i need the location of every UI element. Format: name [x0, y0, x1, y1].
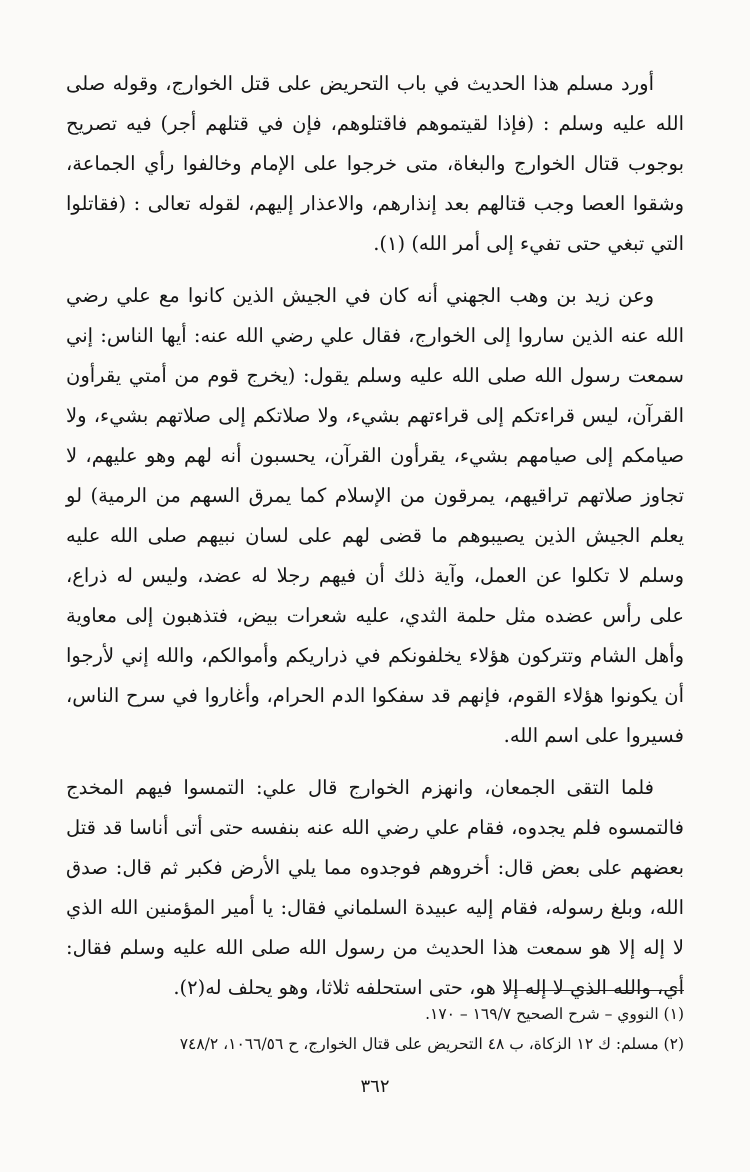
page-number: ٣٦٢ [360, 1076, 390, 1097]
footnote-separator [504, 990, 684, 991]
footnotes [66, 990, 684, 1059]
main-text [66, 64, 684, 1008]
paragraph-1: أورد مسلم هذا الحديث في باب التحريض على قتل الخوارج، وقوله صلى الله عليه وسلم : (فإذا لقيتموهم فاقتلوهم، فإن في قتلهم أجر) فيه تصريح بوجوب قتال الخوارج والبغاة، متى خرجوا على الإمام وخالفوا رأي الجماعة، وشقوا العصا وجب قتالهم بعد إنذارهم، والاعذار إليهم، لقوله تعالى : (فقاتلوا التي تبغي حتى تفيء إلى أمر الله) (١). [66, 72, 684, 255]
paragraph-3: فلما التقى الجمعان، وانهزم الخوارج قال علي: التمسوا فيهم المخدج فالتمسوه فلم يجدوه، فقام علي رضي الله عنه بنفسه حتى أتى أناسا قد قتل بعضهم على بعض قال: أخروهم فوجدوه مما يلي الأرض فكبر ثم قال: صدق الله، وبلغ رسوله، فقام إليه عبيدة السلماني فقال: يا أمير المؤمنين الله الذي لا إله إلا هو سمعت هذا الحديث من رسول الله صلى الله عليه وسلم فقال: أي، والله الذي لا إله إلا هو، حتى استحلفه ثلاثا، وهو يحلف له(٢). [66, 776, 684, 999]
paragraph-2: وعن زيد بن وهب الجهني أنه كان في الجيش الذين كانوا مع علي رضي الله عنه الذين ساروا إلى الخوارج، فقال علي رضي الله عنه: أيها الناس: إني سمعت رسول الله صلى الله عليه وسلم يقول: (يخرج قوم من أمتي يقرأون القرآن، ليس قراءتكم إلى قراءتهم بشيء، ولا صلاتكم إلى صلاتهم بشيء، ولا صيامكم إلى صيامهم بشيء، يقرأون القرآن، يحسبون أنه لهم وهو عليهم، لا تجاوز صلاتهم تراقيهم، يمرقون من الإسلام كما يمرق السهم من الرمية) لو يعلم الجيش الذين يصيبوهم ما قضى لهم على لسان نبيهم صلى الله عليه وسلم لا تكلوا عن العمل، وآية ذلك أن فيهم رجلا له عضد، وليس له ذراع، على رأس عضده مثل حلمة الثدي، عليه شعرات بيض، فتذهبون إلى معاوية وأهل الشام وتتركون هؤلاء يخلفونكم في ذراريكم وأموالكم، والله إني لأرجوا أن يكونوا هؤلاء القوم، فإنهم قد سفكوا الدم الحرام، وأغاروا في سرح الناس، فسيروا على اسم الله. [66, 284, 684, 747]
footnote-2: (٢) مسلم: ك ١٢ الزكاة، ب ٤٨ التحريض على قتال الخوارج، ح ١٠٦٦/٥٦، ٧٤٨/٢ [179, 1035, 684, 1053]
footnote-1: (١) النووي – شرح الصحيح ١٦٩/٧ – ١٧٠. [425, 1005, 684, 1023]
